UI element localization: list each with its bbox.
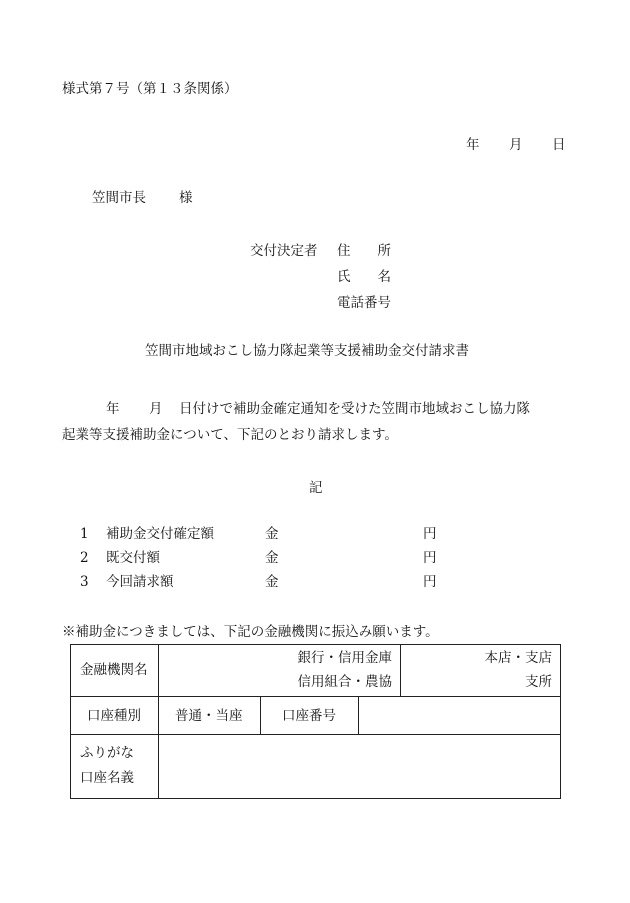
date-year: 年 — [466, 137, 480, 153]
body-month: 月 — [149, 401, 163, 417]
account-type-label-cell — [71, 697, 159, 735]
applicant-label: 交付決定者 — [250, 243, 318, 259]
item-yen: 円 — [423, 574, 437, 590]
branch-line2: 支所 — [525, 674, 553, 690]
account-name-label: 口座名義 — [80, 770, 134, 786]
item-number: 2 — [80, 550, 89, 566]
item-number: 3 — [80, 574, 89, 590]
addressee-name: 笠間市長 — [92, 190, 146, 206]
account-type-options: 普通・当座 — [175, 708, 243, 724]
item-label: 既交付額 — [106, 550, 160, 566]
account-number-label-cell — [261, 697, 359, 735]
transfer-note: ※補助金につきましては、下記の金融機関に振込み願います。 — [62, 624, 439, 640]
form-number: 様式第７号（第１３条関係） — [62, 81, 238, 97]
phone-label: 電話番号 — [337, 295, 391, 311]
document-title: 笠間市地域おこし協力隊起業等支援補助金交付請求書 — [145, 343, 469, 359]
bank-account-table — [70, 644, 561, 799]
item-label: 今回請求額 — [106, 574, 174, 590]
institution-name-cell — [159, 645, 401, 697]
furigana-label: ふりがな — [80, 745, 134, 761]
account-name-label-cell — [71, 735, 159, 799]
item-kin: 金 — [265, 574, 279, 590]
bank-types-line1: 銀行・信用金庫 — [297, 650, 393, 666]
ki-heading: 記 — [309, 480, 323, 496]
body-line1: 日付けで補助金確定通知を受けた笠間市地域おこし協力隊 — [179, 401, 530, 417]
item-kin: 金 — [265, 526, 279, 542]
item-yen: 円 — [423, 526, 437, 542]
account-number-label: 口座番号 — [282, 708, 336, 724]
account-type-options-cell — [159, 697, 261, 735]
item-kin: 金 — [265, 550, 279, 566]
bank-types-line2: 信用組合・農協 — [297, 674, 393, 690]
branch-cell — [401, 645, 561, 697]
address-label: 住 所 — [337, 243, 391, 259]
date-month: 月 — [509, 137, 523, 153]
name-label: 氏 名 — [337, 269, 391, 285]
addressee-honorific: 様 — [179, 190, 193, 206]
body-line2: 起業等支援補助金について、下記のとおり請求します。 — [62, 427, 398, 443]
date-day: 日 — [552, 137, 566, 153]
item-yen: 円 — [423, 550, 437, 566]
item-label: 補助金交付確定額 — [106, 526, 214, 542]
account-type-label: 口座種別 — [87, 708, 141, 724]
item-number: 1 — [80, 526, 89, 542]
account-name-value-cell — [159, 735, 561, 799]
branch-line1: 本店・支店 — [484, 650, 553, 666]
account-number-value-cell — [359, 697, 561, 735]
body-year: 年 — [106, 401, 120, 417]
institution-label-cell — [71, 645, 159, 697]
institution-label: 金融機関名 — [80, 662, 148, 678]
